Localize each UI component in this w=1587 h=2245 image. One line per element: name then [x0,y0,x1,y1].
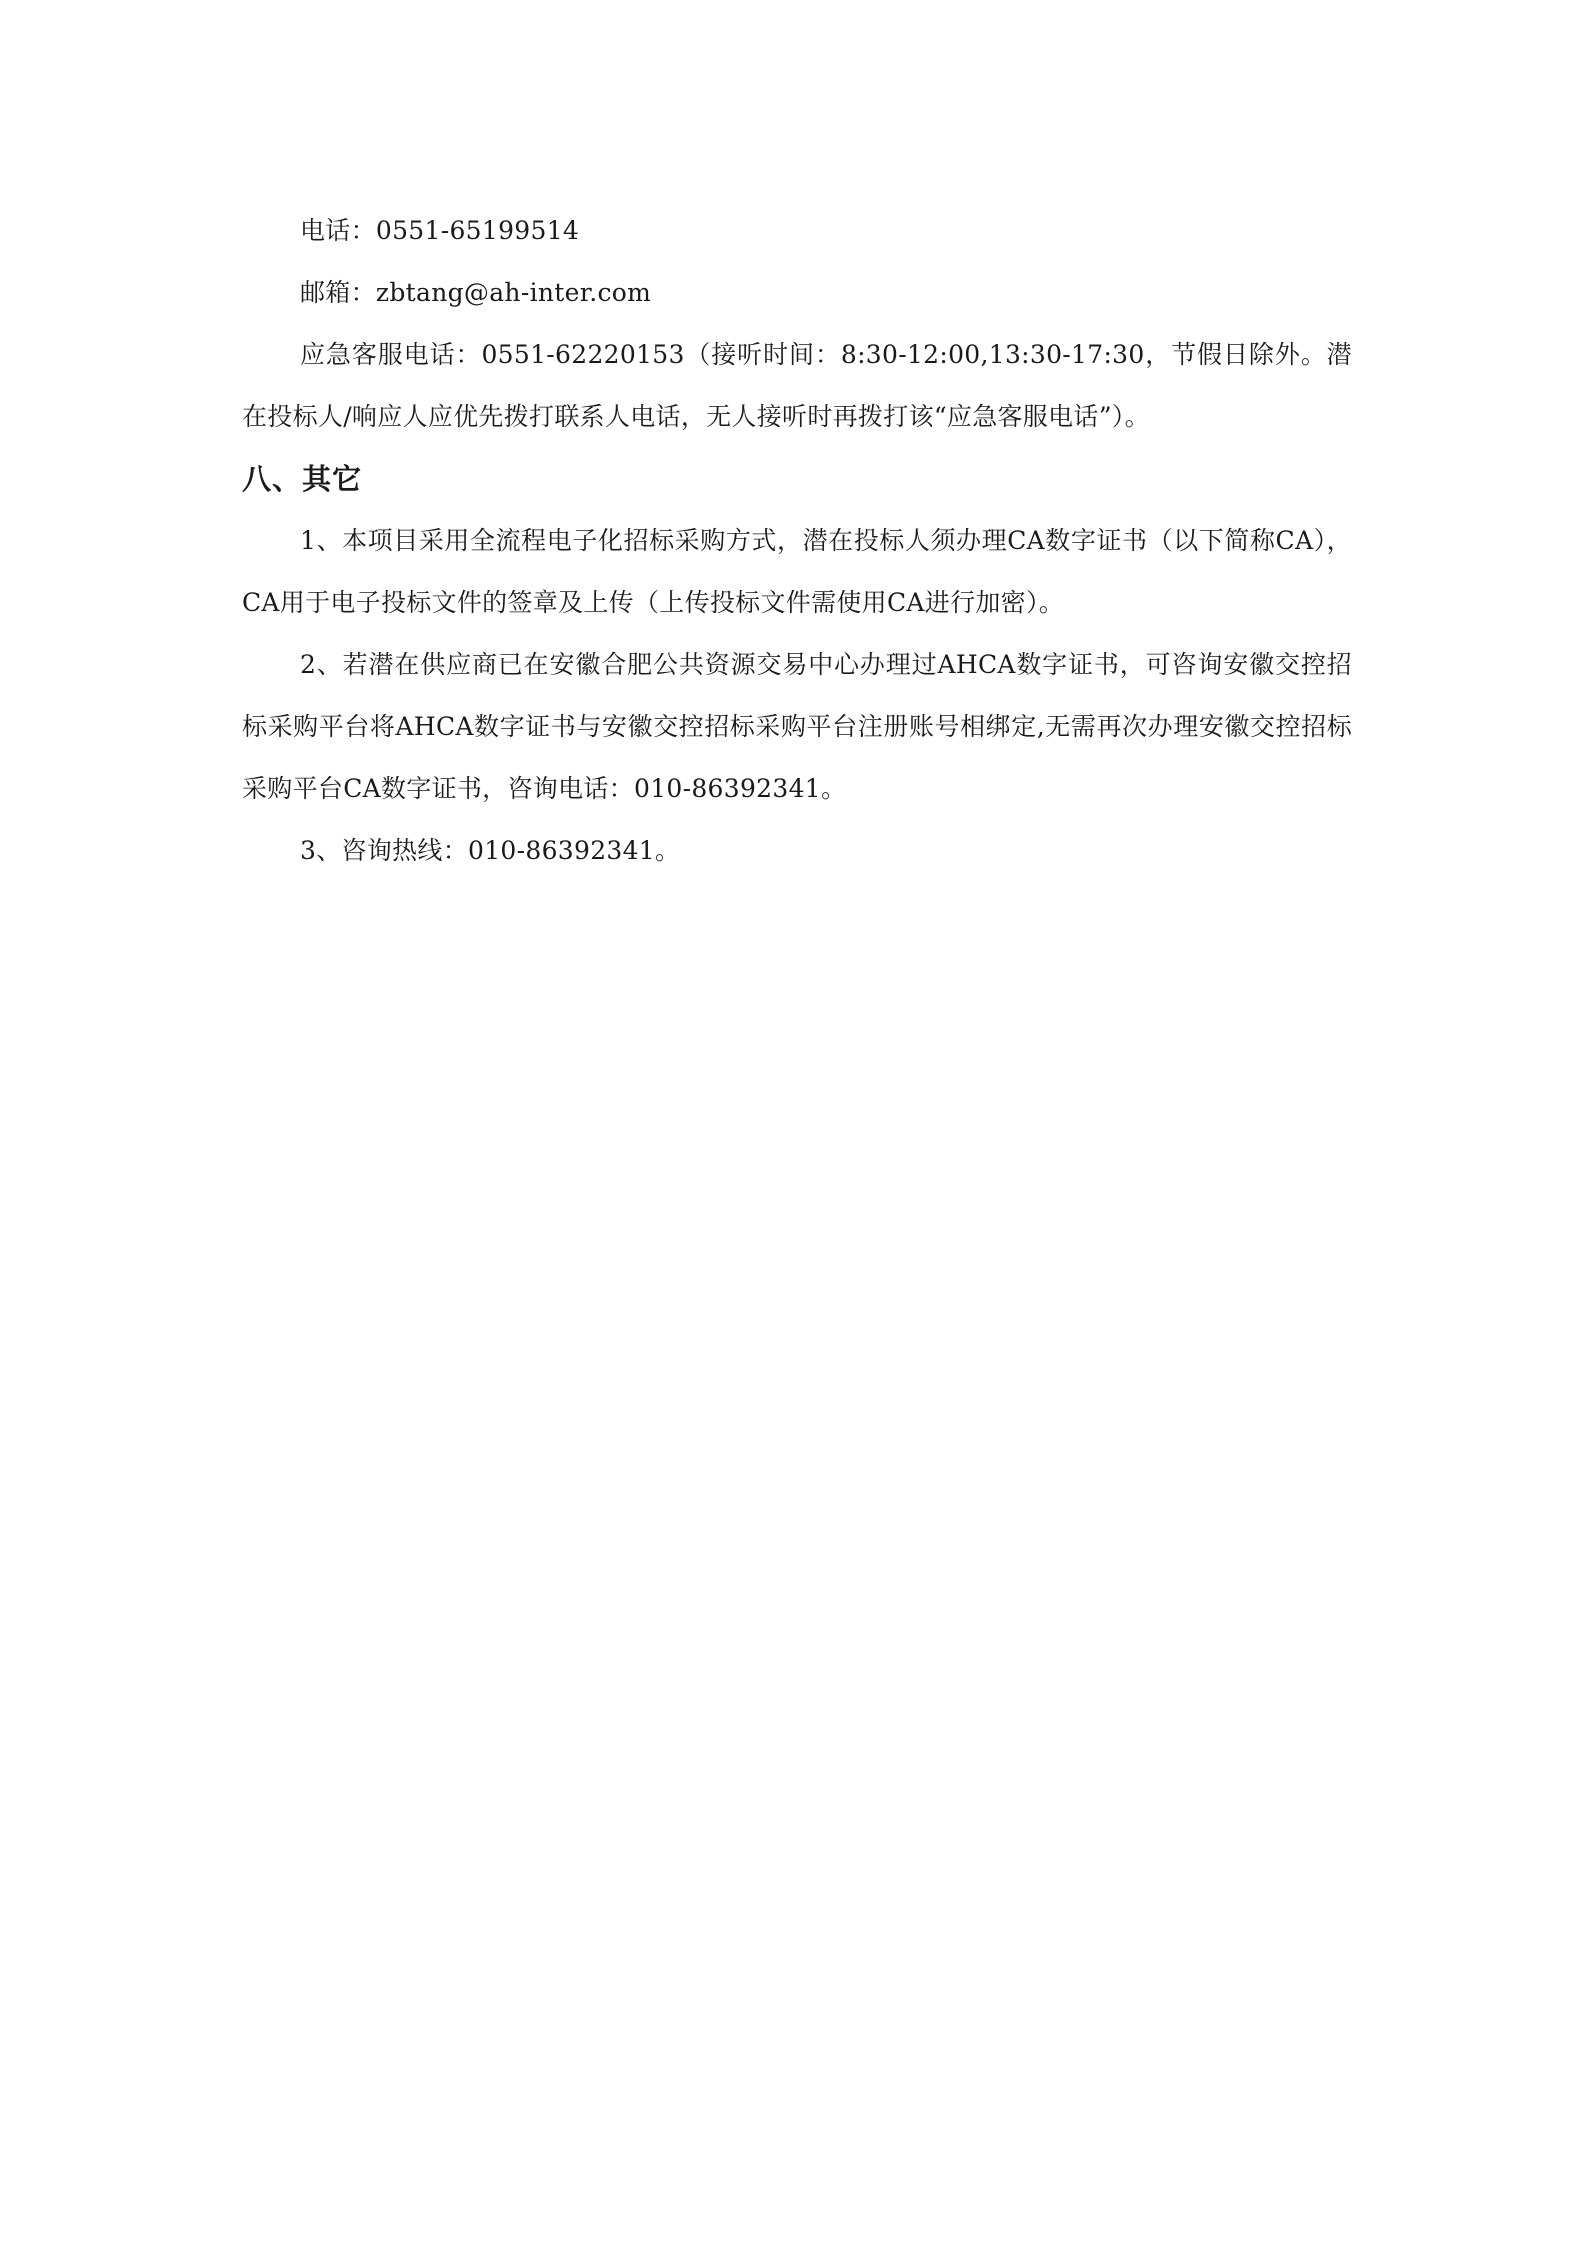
section-heading-other: 八、其它 [242,462,363,496]
section-item-3: 3、咨询热线：010-86392341。 [300,836,681,865]
contact-emergency: 应急客服电话：0551-62220153（接听时间：8:30-12:00,13:30-17:30，节假日除外。潜在投标人/响应人应优先拨打联系人电话，无人接听时再拨打该“应急客服电话”）。 [242,340,1352,431]
section-item-1: 1、本项目采用全流程电子化招标采购方式，潜在投标人须办理CA数字证书（以下简称CA），CA用于电子投标文件的签章及上传（上传投标文件需使用CA进行加密）。 [242,526,1352,617]
section-item-2: 2、若潜在供应商已在安徽合肥公共资源交易中心办理过AHCA数字证书，可咨询安徽交控招标采购平台将AHCA数字证书与安徽交控招标采购平台注册账号相绑定,无需再次办理安徽交控招标采购平台CA数字证书，咨询电话：010-86392341。 [242,650,1352,803]
page-content [242,200,1352,882]
contact-email: 邮箱：zbtang@ah-inter.com [300,278,652,307]
contact-phone: 电话：0551-65199514 [300,216,580,245]
